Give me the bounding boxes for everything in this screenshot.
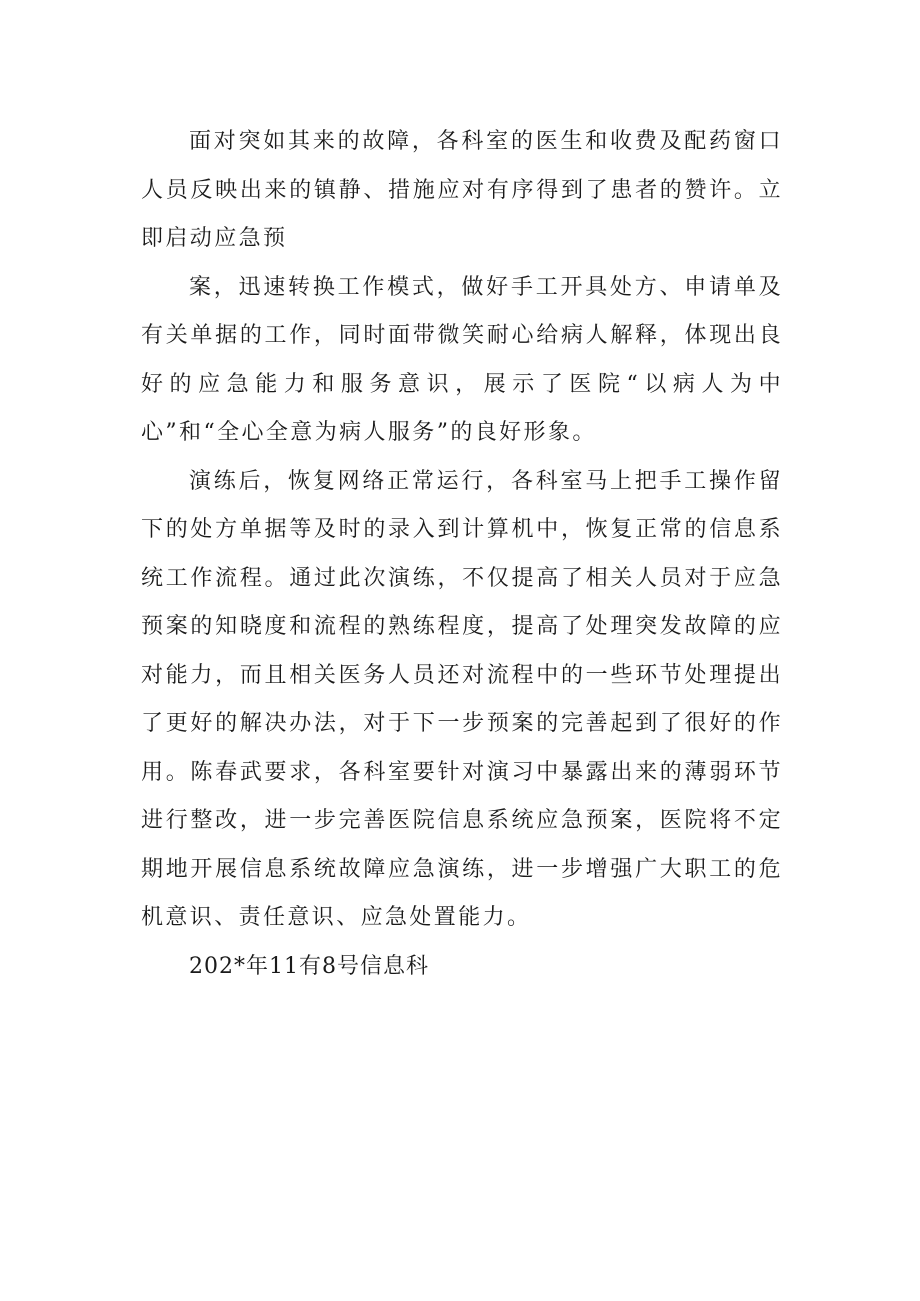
date-signature-line: 202*年11有8号信息科 bbox=[189, 953, 429, 979]
document-body bbox=[141, 118, 783, 991]
paragraph-drill-summary: 演练后，恢复网络正常运行，各科室马上把手工操作留下的处方单据等及时的录入到计算机中，恢复正常的信息系统工作流程。通过此次演练，不仅提高了相关人员对于应急预案的知晓度和流程的熟练程度，提高了处理突发故障的应对能力，而且相关医务人员还对流程中的一些环节处理提出了更好的解决办法，对于下一步预案的完善起到了很好的作用。陈春武要求，各科室要针对演习中暴露出来的薄弱环节进行整改，进一步完善医院信息系统应急预案，医院将不定期地开展信息系统故障应急演练，进一步增强广大职工的危机意识、责任意识、应急处置能力。 bbox=[141, 468, 783, 930]
paragraph-emergency-response: 面对突如其来的故障，各科室的医生和收费及配药窗口人员反映出来的镇静、措施应对有序得到了患者的赞许。立即启动应急预 bbox=[141, 129, 783, 251]
paragraph-manual-workflow: 案，迅速转换工作模式，做好手工开具处方、申请单及有关单据的工作，同时面带微笑耐心给病人解释，体现出良好的应急能力和服务意识，展示了医院“以病人为中心”和“全心全意为病人服务”的良好形象。 bbox=[141, 274, 783, 445]
